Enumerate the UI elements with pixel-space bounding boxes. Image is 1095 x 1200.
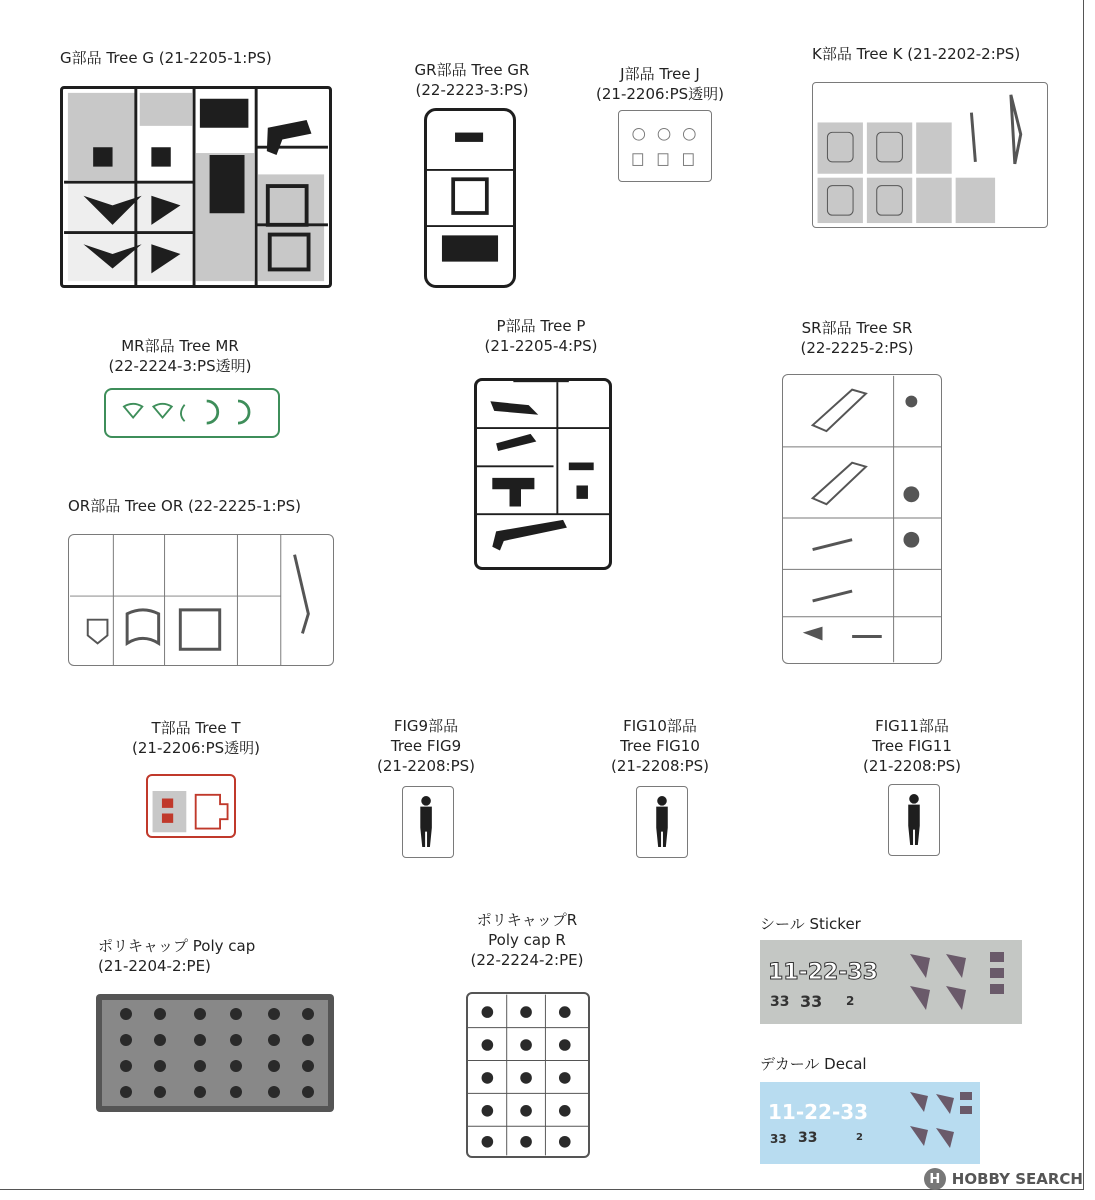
polycap-r-parts [468,994,588,1156]
sticker-small-a: 33 [770,994,790,1010]
tree-mr-parts [106,390,278,436]
decal-title: デカール Decal [760,1055,867,1073]
tree-j-code: (21-2206:PS透明) [596,85,724,103]
tree-sr-title: SR部品 Tree SR [801,319,913,337]
tree-j-title: J部品 Tree J [620,65,700,83]
sticker-label [760,914,861,934]
tree-fig11-code: (21-2208:PS) [863,757,961,775]
tree-k-sprue [812,82,1048,228]
tree-fig10-code: (21-2208:PS) [611,757,709,775]
tree-sr-sprue [782,374,942,664]
tree-g-label [60,48,272,68]
sticker-emblems [760,940,1022,1024]
tree-sr-label [782,318,932,358]
tree-p-sprue [474,378,612,570]
tree-j-label [580,64,740,104]
tree-t-title: T部品 Tree T [151,719,241,737]
tree-gr-code: (22-2223-3:PS) [415,81,529,99]
watermark [924,1168,1083,1190]
sticker-small-b: 33 [800,992,823,1011]
decal-small-a: 33 [770,1132,787,1146]
decal-small-c: 2 [856,1132,863,1143]
hobby-search-logo-icon: H [924,1168,946,1190]
tree-mr-code: (22-2224-3:PS透明) [108,357,252,375]
watermark-text: HOBBY SEARCH [951,1170,1083,1188]
tree-fig11-label [842,716,982,776]
sticker-sheet [760,940,1022,1024]
polycap-code: (21-2204-2:PE) [98,957,211,975]
tree-mr-title: MR部品 Tree MR [121,337,239,355]
tree-j-sprue [618,110,712,182]
tree-k-label [812,44,1020,64]
polycap-r-title: ポリキャップR [476,911,578,929]
tree-p-title: P部品 Tree P [496,317,586,335]
bottom-border-line [0,1189,1084,1190]
tree-fig9-sprue [402,786,454,858]
tree-sr-code: (22-2225-2:PS) [800,339,914,357]
tree-k-title: K部品 Tree K (21-2202-2:PS) [812,45,1021,63]
polycap-parts [96,994,334,1112]
sticker-big-number: 11-22-33 [768,960,879,985]
tree-sr-parts [783,375,941,663]
tree-mr-label [90,336,270,376]
tree-t-code: (21-2206:PS透明) [132,739,260,757]
tree-t-sprue [146,774,236,838]
tree-fig11-subtitle: Tree FIG11 [872,737,952,755]
tree-t-parts [148,776,234,836]
tree-p-code: (21-2205-4:PS) [484,337,598,355]
fig9-figure-icon [403,787,453,857]
tree-mr-sprue [104,388,280,438]
polycap-title: ポリキャップ Poly cap [98,937,256,955]
tree-gr-title: GR部品 Tree GR [414,61,530,79]
tree-fig11-title: FIG11部品 [875,717,949,735]
tree-g-sprue [60,86,332,288]
tree-fig10-subtitle: Tree FIG10 [620,737,700,755]
tree-g-title: G部品 Tree G (21-2205-1:PS) [60,49,272,67]
polycap-r-sprue [466,992,590,1158]
tree-t-label [116,718,276,758]
tree-k-parts [813,83,1047,227]
tree-or-sprue [68,534,334,666]
sticker-title: シール Sticker [760,915,861,933]
tree-g-parts [63,89,329,285]
tree-or-parts [69,535,333,665]
tree-or-title: OR部品 Tree OR (22-2225-1:PS) [68,497,301,515]
tree-or-label [68,496,301,516]
fig10-figure-icon [637,787,687,857]
polycap-r-code: (22-2224-2:PE) [470,951,584,969]
decal-big-number: 11-22-33 [768,1100,869,1124]
decal-sheet [760,1082,980,1164]
polycap-r-subtitle: Poly cap R [488,931,566,949]
tree-fig9-code: (21-2208:PS) [377,757,475,775]
fig11-figure-icon [889,785,939,855]
sticker-small-c: 2 [846,994,855,1008]
tree-fig9-title: FIG9部品 [393,717,459,735]
tree-p-label [466,316,616,356]
tree-fig10-label [590,716,730,776]
tree-fig11-sprue [888,784,940,856]
tree-fig10-title: FIG10部品 [623,717,697,735]
tree-fig10-sprue [636,786,688,858]
tree-j-parts [619,111,711,181]
tree-gr-sprue [424,108,516,288]
decal-label [760,1054,867,1074]
decal-small-b: 33 [798,1130,818,1146]
tree-p-parts [477,381,609,567]
polycap-sprue [96,994,334,1112]
tree-gr-parts [427,111,513,285]
right-border-line [1083,0,1084,1190]
decal-emblems [760,1082,980,1164]
polycap-label [98,936,255,976]
tree-fig9-label [356,716,496,776]
tree-fig9-subtitle: Tree FIG9 [390,737,462,755]
polycap-r-label [452,910,602,970]
tree-gr-label [392,60,552,100]
